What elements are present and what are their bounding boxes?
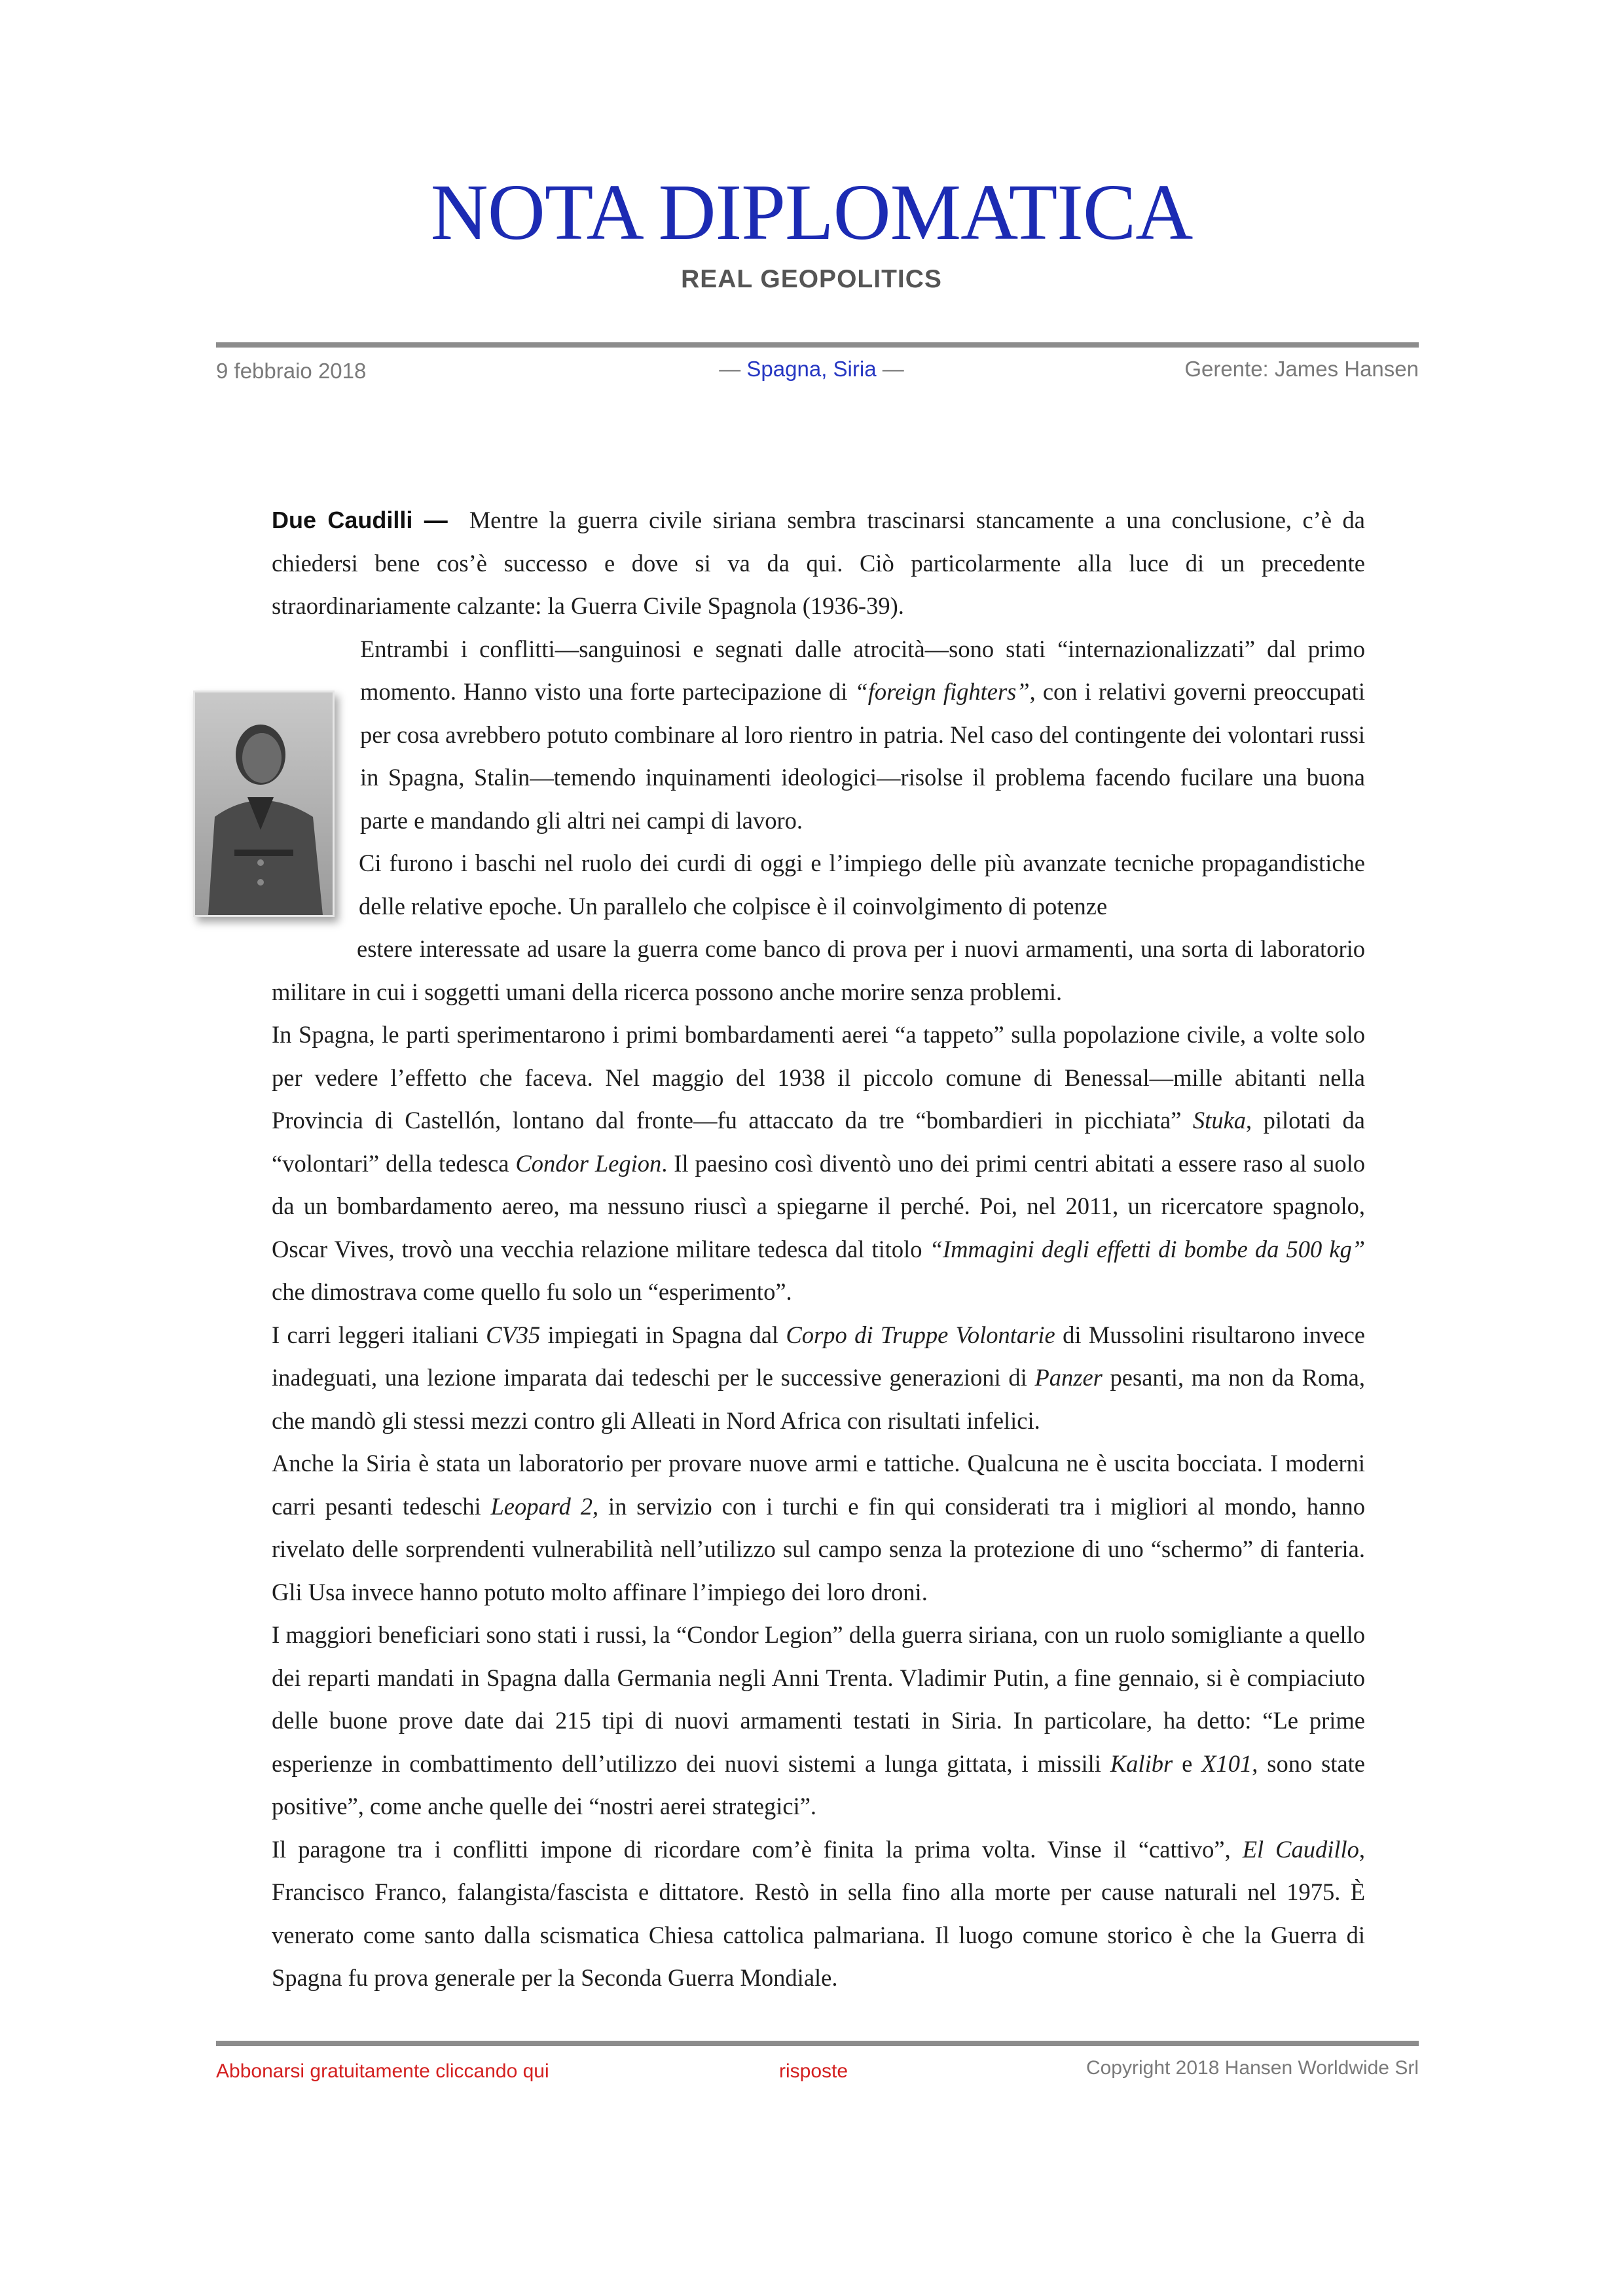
masthead-subtitle: REAL GEOPOLITICS [681, 265, 942, 293]
paragraph-9 [272, 1828, 1365, 2000]
paragraph-8-text-a: I maggiori beneficiari sono stati i russi, la “Condor Legion” della guerra siriana, con un ruolo somigliante a quello dei reparti mandati in Spagna dalla Germania negli Anni Trenta. Vladimir Putin, a fine gennaio, si è compiaciuto delle buone prove date dai 215 tipi di nuovi armamenti testati in Siria. In particolare, ha detto: “Le prime esperienze in combattimento dell’utilizzo dei nuovi sistemi a lunga gittata, i missili [272, 1621, 1365, 1777]
paragraph-5 [272, 1013, 1365, 1314]
paragraph-3: Ci furono i baschi nel ruolo dei curdi di oggi e l’impiego delle più avanzate tecniche propagandistiche delle relative epoche. Un parallelo che colpisce è il coinvolgimento di potenze [359, 850, 1365, 920]
paragraph-5-text-b: , pilotati da “volontari” della tedesca [272, 1107, 1365, 1177]
replies-link[interactable]: risposte [779, 2060, 848, 2082]
paragraph-6-text-b: impiegati in Spagna dal [540, 1321, 786, 1348]
paragraph-5-emphasis-2: Condor Legion [515, 1149, 662, 1177]
paragraph-6-emphasis-2: Corpo di Truppe Volontarie [786, 1321, 1055, 1348]
issue-date: 9 febbraio 2018 [216, 359, 367, 383]
paragraph-6-emphasis-1: CV35 [486, 1321, 541, 1348]
paragraph-9-text-a: Il paragone tra i conflitti impone di ricordare com’è finita la prima volta. Vinse il “cattivo”, [272, 1835, 1243, 1863]
paragraph-5-emphasis-3: “Immagini degli effetti di bombe da 500 kg” [929, 1235, 1365, 1263]
copyright-notice: Copyright 2018 Hansen Worldwide Srl [1085, 2057, 1419, 2079]
paragraph-7-text-b: , in servizio con i turchi e fin qui considerati tra i migliori al mondo, hanno rivelato delle sorprendenti vulnerabilità nell’utilizzo sul campo senza la protezione di uno “schermo” di fanteria. Gli Usa invece hanno potuto molto affinare l’impiego dei loro droni. [272, 1492, 1365, 1605]
paragraph-9-emphasis: El Caudillo [1242, 1835, 1359, 1863]
topics-prefix: — [719, 357, 741, 381]
paragraph-5-text-d: che dimostrava come quello fu solo un “esperimento”. [272, 1278, 792, 1305]
paragraph-7 [272, 1442, 1365, 1613]
article-body [272, 499, 1365, 2000]
subscribe-link[interactable]: Abbonarsi gratuitamente cliccando qui [216, 2060, 549, 2082]
masthead-title: NOTA DIPLOMATICA [430, 168, 1193, 257]
paragraph-6 [272, 1314, 1365, 1443]
paragraph-8-text-b: e [1173, 1749, 1202, 1777]
topics-link[interactable]: Spagna, Siria [746, 357, 877, 381]
paragraph-6-text-c: di Mussolini risultarono invece inadeguati, una lezione imparata dai tedeschi per le successive generazioni di [272, 1321, 1365, 1391]
paragraph-4-text: estere interessate ad usare la guerra come banco di prova per i nuovi armamenti, una sorta di laboratorio militare in cui i soggetti umani della ricerca possono anche morire senza problemi. [272, 935, 1365, 1005]
paragraph-2-emphasis: “foreign fighters” [854, 678, 1030, 705]
paragraph-5-emphasis-1: Stuka [1192, 1107, 1247, 1134]
paragraph-1 [272, 499, 1365, 628]
paragraph-5-text-a: In Spagna, le parti sperimentarono i primi bombardamenti aerei “a tappeto” sulla popolazione civile, a volte solo per vedere l’effetto che faceva. Nel maggio del 1938 il piccolo comune di Benessal—mille abitanti nella Provincia di Castellón, lontano dal fronte—fu attaccato da tre “bombardieri in picchiata” [272, 1021, 1365, 1134]
paragraph-8-emphasis-2: X101 [1201, 1749, 1252, 1777]
paragraph-8 [272, 1613, 1365, 1828]
editor-credit: Gerente: James Hansen [1184, 357, 1419, 381]
paragraph-2-text-a: Entrambi i conflitti—sanguinosi e segnati dalle atrocità—sono stati “internazionalizzati” dal primo momento. Hanno visto una forte partecipazione di [360, 635, 1365, 705]
article-kicker: Due Caudilli — [272, 507, 448, 533]
paragraph-8-text-c: , sono state positive”, come anche quelle dei “nostri aerei strategici”. [272, 1749, 1366, 1820]
paragraph-2-text-b: , con i relativi governi preoccupati per cosa avrebbero potuto combinare al loro rientro in patria. Nel caso del contingente dei volontari russi in Spagna, Stalin—temendo inquinamenti ideologici—risolse il problema facendo fucilare una buona parte e mandando gli altri nei campi di lavoro. [360, 678, 1365, 834]
paragraph-5-text-c: . Il paesino così diventò uno dei primi centri abitati a essere raso al suolo da un bombardamento aereo, ma nessuno riuscì a spiegarne il perché. Poi, nel 2011, un ricercatore spagnolo, Oscar Vives, trovò una vecchia relazione militare tedesca dal titolo [272, 1149, 1365, 1263]
paragraph-1-text: Mentre la guerra civile siriana sembra trascinarsi stancamente a una conclusione, c’è da chiedersi bene cos’è successo e dove si va da qui. Ciò particolarmente alla luce di un precedente straordinariamente calzante: la Guerra Civile Spagnola (1936-39). [272, 507, 1365, 619]
header-divider [216, 342, 1419, 348]
topics-suffix: — [882, 357, 904, 381]
paragraph-6-text-d: pesanti, ma non da Roma, che mandò gli stessi mezzi contro gli Alleati in Nord Africa con risultati infelici. [272, 1364, 1365, 1434]
footer-divider [216, 2041, 1419, 2046]
paragraph-4 [272, 927, 1365, 1013]
paragraph-7-text-a: Anche la Siria è stata un laboratorio per provare nuove armi e tattiche. Qualcuna ne è uscita bocciata. I moderni carri pesanti tedeschi [272, 1450, 1365, 1520]
paragraph-6-text-a: I carri leggeri italiani [272, 1321, 486, 1348]
paragraph-9-text-b: , Francisco Franco, falangista/fascista e dittatore. Restò in sella fino alla morte per cause naturali nel 1975. È venerato come santo dalla scismatica Chiesa cattolica palmariana. Il luogo comune storico è che la Guerra di Spagna fu prova generale per la Seconda Guerra Mondiale. [272, 1835, 1365, 1991]
paragraph-8-emphasis-1: Kalibr [1110, 1749, 1173, 1777]
paragraph-6-emphasis-3: Panzer [1034, 1364, 1103, 1391]
paragraph-7-emphasis: Leopard 2 [490, 1492, 593, 1520]
paragraph-2 [360, 628, 1365, 842]
